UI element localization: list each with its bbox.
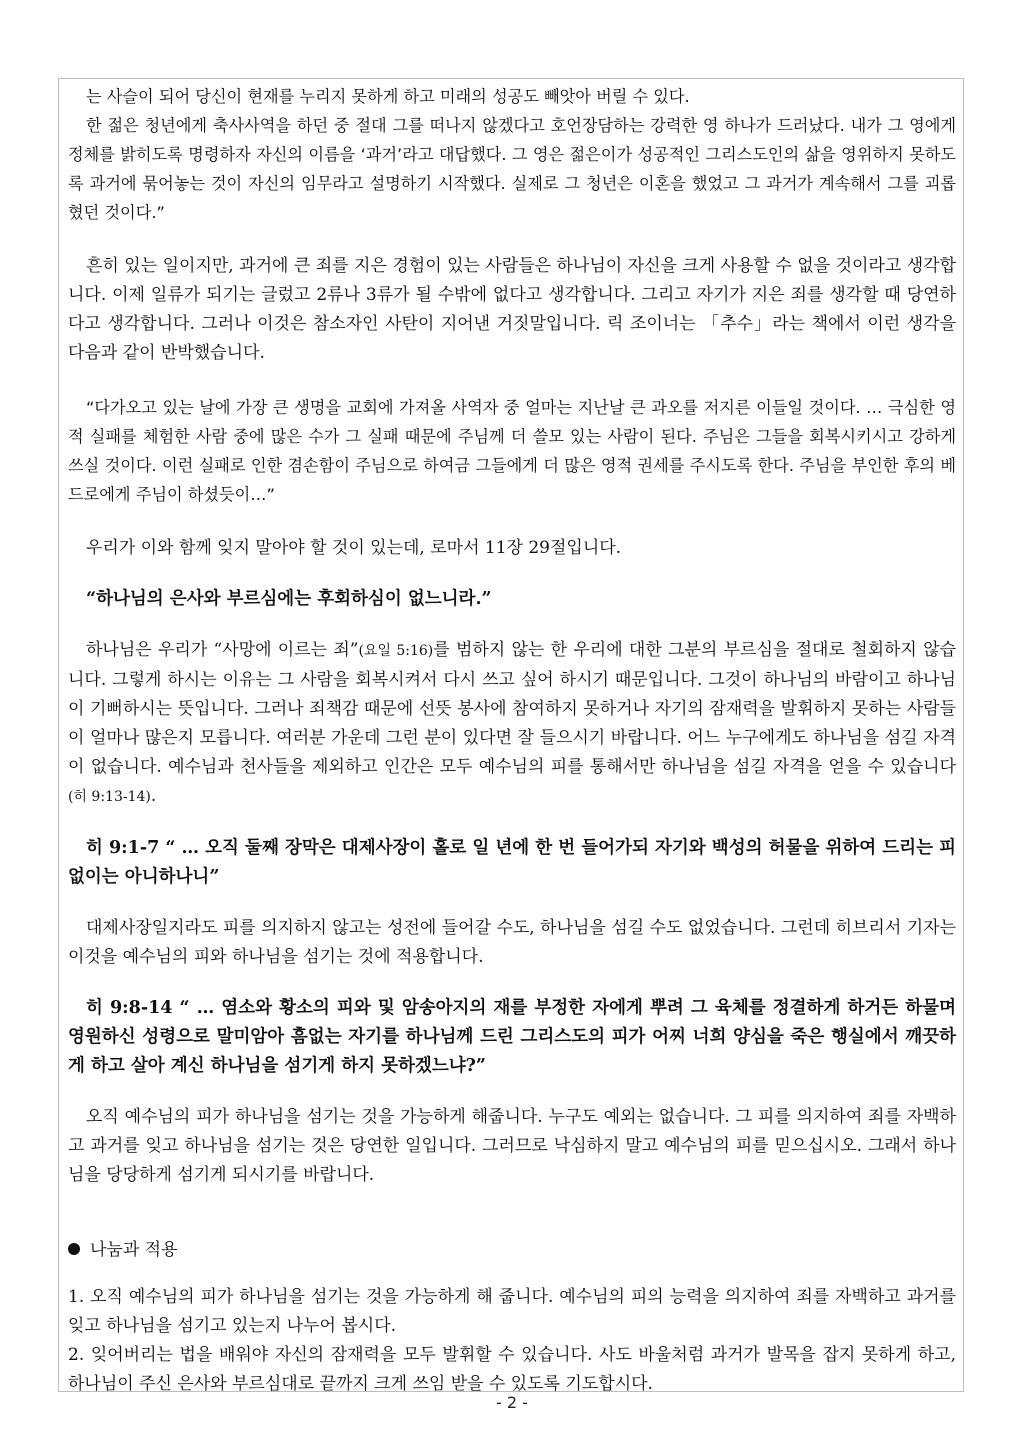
sharing-item-2: 2. 잊어버리는 법을 배워야 자신의 잠재력을 모두 발휘할 수 있습니다. 사도 바울처럼 과거가 발목을 잡지 못하게 하고, 하나님이 주신 은사와 부르심대로 끝까지 크게 쓰임 받을 수 있도록 기도합시다. — [68, 1345, 956, 1394]
quote-tail-line: 는 사슬이 되어 당신이 현재를 누리지 못하게 하고 미래의 성공도 빼앗아 버릴 수 있다. — [86, 87, 690, 106]
body-paragraph-conclusion: 오직 예수님의 피가 하나님을 섬기는 것을 가능하게 해줍니다. 누구도 예외는 없습니다. 그 피를 의지하여 죄를 자백하고 과거를 잊고 하나님을 섬기는 것은 당연한 일입니다. 그러므로 낙심하지 말고 예수님의 피를 믿으십시오. 그래서 하나님을 당당하게 섬기게 되시기를 바랍니다. — [68, 1107, 956, 1185]
body-text: 하나님은 우리가 “사망에 이르는 죄” — [86, 640, 359, 660]
scripture-hebrews-9-1-7: 히 9:1-7 “ … 오직 둘째 장막은 대제사장이 홀로 일 년에 한 번 들어가되 자기와 백성의 허물을 위하여 드리는 피 없이는 아니하나니” — [68, 838, 956, 887]
sharing-item-1: 1. 오직 예수님의 피가 하나님을 섬기는 것을 가능하게 해 줍니다. 예수님의 피의 능력을 의지하여 죄를 자백하고 과거를 잊고 하나님을 섬기고 있는지 나누어 봅시다. — [68, 1287, 956, 1336]
quote-paragraph: 한 젊은 청년에게 축사사역을 하던 중 절대 그를 떠나지 않겠다고 호언장담하는 강력한 영 하나가 드러났다. 내가 그 영에게 정체를 밝히도록 명령하자 자신의 이름을 ‘과거’라고 대답했다. 그 영은 젊은이가 성공적인 그리스도인의 삶을 영위하지 못하도록 과거에 묶어놓는 것이 자신의 임무라고 설명하기 시작했다. 실제로 그 청년은 이혼을 했었고 그 과거가 계속해서 그를 괴롭혔던 것이다.” — [68, 116, 956, 222]
document-body — [68, 82, 956, 1399]
body-paragraph-high-priest: 대제사장일지라도 피를 의지하지 않고는 성전에 들어갈 수도, 하나님을 섬길 수도 없었습니다. 그런데 히브리서 기자는 이것을 예수님의 피와 하나님을 섬기는 것에 적용합니다. — [68, 918, 956, 967]
scripture-romans-11-29: “하나님의 은사와 부르심에는 후회하심이 없느니라.” — [86, 589, 492, 609]
quote-rick-joyner: “다가오고 있는 날에 가장 큰 생명을 교회에 가져올 사역자 중 얼마는 지난날 큰 과오를 저지른 이들일 것이다. … 극심한 영적 실패를 체험한 사람 중에 많은 수가 그 실패 때문에 주님께 더 쓸모 있는 사람이 된다. 주님은 그들을 회복시키시고 강하게 쓰실 것이다. 이런 실패로 인한 겸손함이 주님으로 하여금 그들에게 더 많은 영적 권세를 주시도록 한다. 주님을 부인한 후의 베드로에게 주님이 하셨듯이…” — [68, 398, 956, 504]
sharing-heading — [68, 1236, 956, 1265]
body-text: . — [150, 786, 157, 806]
page-number: - 2 - — [496, 1393, 528, 1412]
body-paragraph-romans: 우리가 이와 함께 잊지 말아야 할 것이 있는데, 로마서 11장 29절입니다. — [86, 538, 622, 558]
sharing-heading-label: 나눔과 적용 — [90, 1240, 178, 1260]
scripture-ref: (요일 5:16) — [358, 643, 434, 659]
bullet-icon — [68, 1243, 80, 1255]
body-paragraph-calling — [68, 636, 956, 812]
scripture-hebrews-9-8-14: 히 9:8-14 “ … 염소와 황소의 피와 및 암송아지의 재를 부정한 자에게 뿌려 그 육체를 정결하게 하거든 하물며 영원하신 성령으로 말미암아 흠없는 자기를 하나님께 드린 그리스도의 피가 어찌 너희 양심을 죽은 행실에서 깨끗하게 하고 살아 계신 하나님을 섬기게 하지 못하겠느냐?” — [68, 998, 956, 1076]
body-paragraph-past-sin: 흔히 있는 일이지만, 과거에 큰 죄를 지은 경험이 있는 사람들은 하나님이 자신을 크게 사용할 수 없을 것이라고 생각합니다. 이제 일류가 되기는 글렀고 2류나 3류가 될 수밖에 없다고 생각합니다. 그리고 자기가 지은 죄를 생각할 때 당연하다고 생각합니다. 그러나 이것은 참소자인 사탄이 지어낸 거짓말입니다. 릭 조이너는 「추수」라는 책에서 이런 생각을 다음과 같이 반박했습니다. — [68, 256, 956, 363]
scripture-ref: (히 9:13-14) — [68, 789, 151, 805]
body-text: 를 범하지 않는 한 우리에 대한 그분의 부르심을 절대로 철회하지 않습니다. 그렇게 하시는 이유는 그 사람을 회복시켜서 다시 쓰고 싶어 하시기 때문입니다. 그것이 하나님의 바람이고 하나님이 기뻐하시는 뜻입니다. 그러나 죄책감 때문에 선뜻 봉사에 참여하지 못하거나 자기의 잠재력을 발휘하지 못하는 사람들이 얼마나 많은지 모릅니다. 여러분 가운데 그런 분이 있다면 잘 들으시기 바랍니다. 어느 누구에게도 하나님을 섬길 자격이 없습니다. 예수님과 천사들을 제외하고 인간은 모두 예수님의 피를 통해서만 하나님을 섬길 자격을 얻을 수 있습니다 — [68, 640, 956, 777]
